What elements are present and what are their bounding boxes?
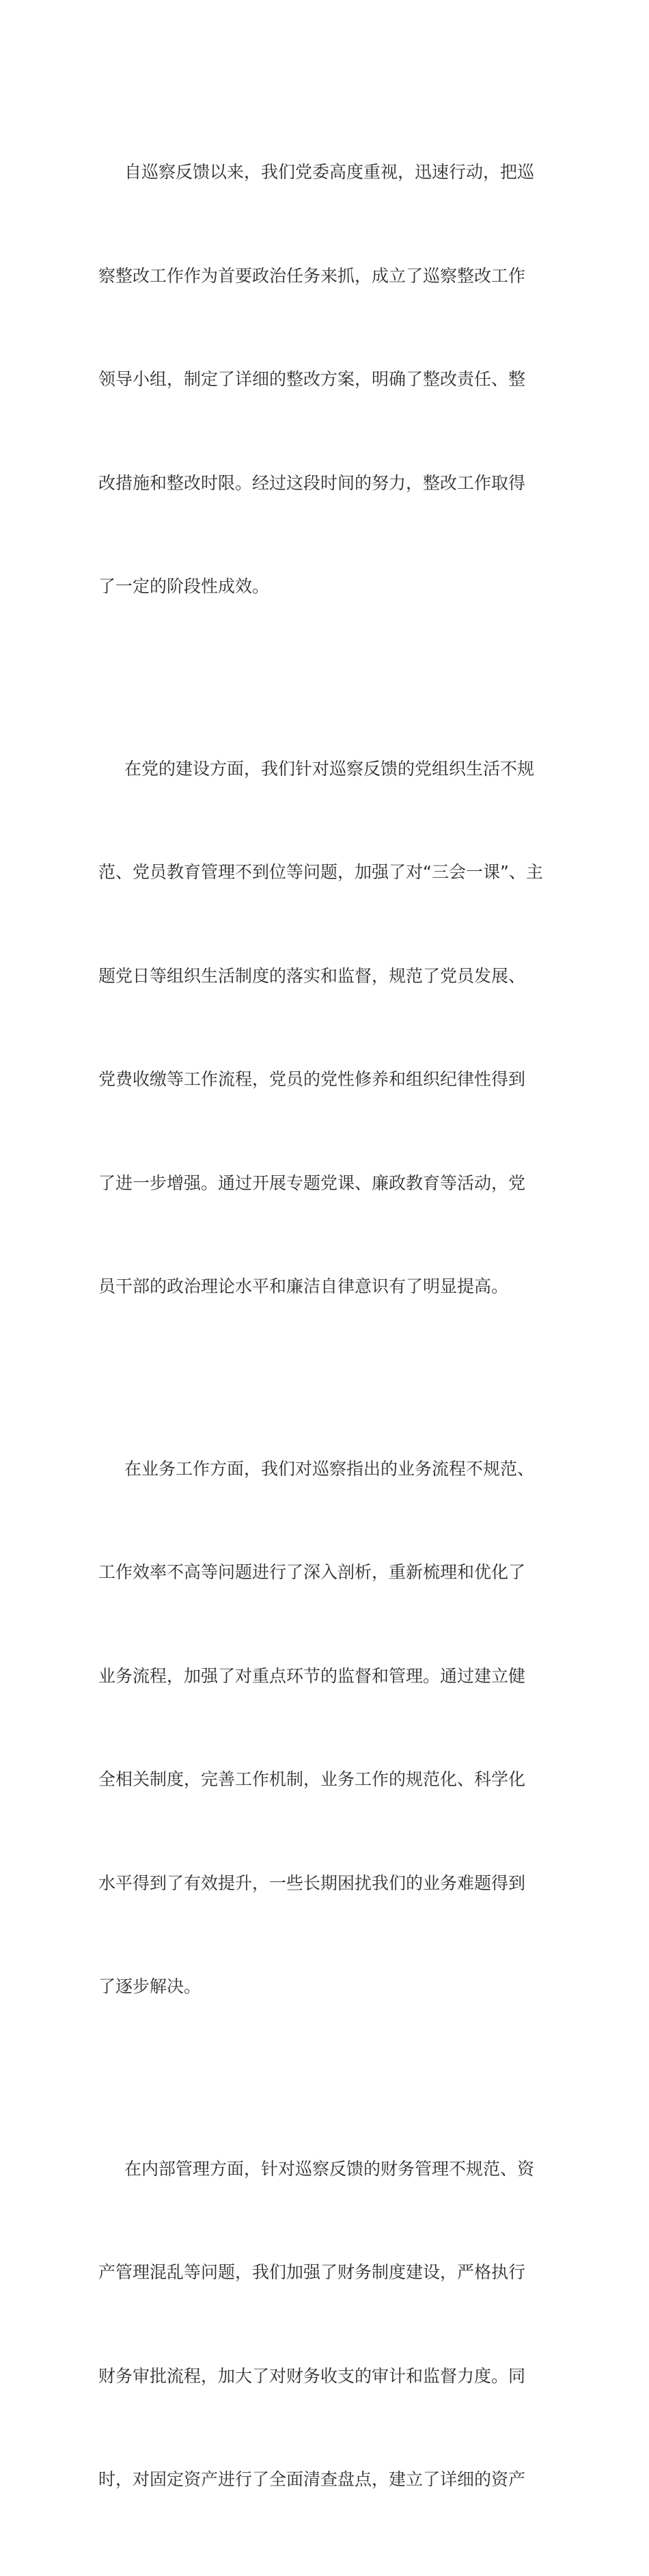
- text-line: 了进一步增强。通过开展专题党课、廉政教育等活动，党: [98, 1172, 526, 1193]
- text-line: 自巡察反馈以来，我们党委高度重视，迅速行动，把巡: [124, 162, 535, 182]
- text-line: 在内部管理方面，针对巡察反馈的财务管理不规范、资: [124, 2158, 535, 2179]
- text-line: 在业务工作方面，我们对巡察指出的业务流程不规范、: [124, 1458, 535, 1479]
- text-line: 范、党员教育管理不到位等问题，加强了对“三会一课”、主: [98, 862, 543, 882]
- text-line: 题党日等组织生活制度的落实和监督，规范了党员发展、: [98, 965, 526, 986]
- text-line: 水平得到了有效提升，一些长期困扰我们的业务难题得到: [98, 1873, 526, 1893]
- text-line: 产管理混乱等问题，我们加强了财务制度建设，严格执行: [98, 2262, 526, 2282]
- text-line: 全相关制度，完善工作机制，业务工作的规范化、科学化: [98, 1769, 526, 1789]
- text-line: 了一定的阶段性成效。: [98, 576, 270, 596]
- body-text: [98, 86, 552, 2576]
- paragraph-1: [98, 86, 552, 673]
- paragraph-2: [98, 683, 552, 1373]
- paragraph-4: [98, 2083, 552, 2566]
- text-line: 财务审批流程，加大了对财务收支的审计和监督力度。同: [98, 2365, 526, 2386]
- paragraph-3: [98, 1383, 552, 2074]
- text-line: 察整改工作作为首要政治任务来抓，成立了巡察整改工作: [98, 265, 526, 286]
- text-line: 业务流程，加强了对重点环节的监督和管理。通过建立健: [98, 1665, 526, 1686]
- text-line: 领导小组，制定了详细的整改方案，明确了整改责任、整: [98, 369, 526, 389]
- text-line: 改措施和整改时限。经过这段时间的努力，整改工作取得: [98, 472, 526, 493]
- text-line: 工作效率不高等问题进行了深入剖析，重新梳理和优化了: [98, 1562, 526, 1582]
- text-line: 了逐步解决。: [98, 1976, 202, 1996]
- text-line: 党费收缴等工作流程，党员的党性修养和组织纪律性得到: [98, 1069, 526, 1089]
- text-line: 在党的建设方面，我们针对巡察反馈的党组织生活不规: [124, 758, 535, 779]
- text-line: 时，对固定资产进行了全面清查盘点，建立了详细的资产: [98, 2469, 526, 2489]
- text-line: 员干部的政治理论水平和廉洁自律意识有了明显提高。: [98, 1276, 509, 1296]
